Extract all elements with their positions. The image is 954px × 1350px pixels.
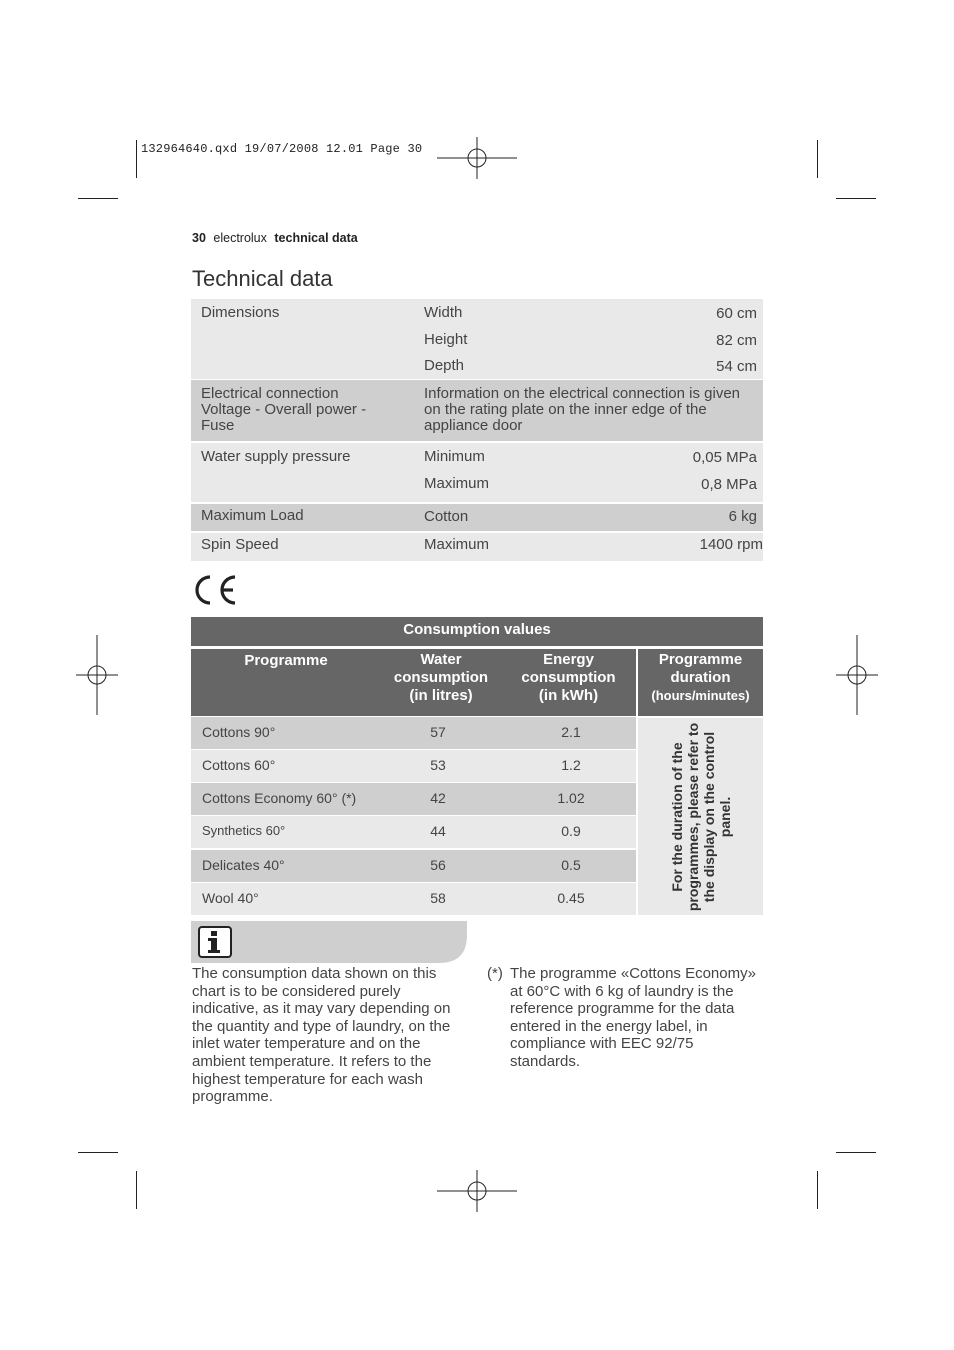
crop-mark: [817, 1171, 818, 1209]
minimum-value: 0,05 MPa: [692, 449, 757, 466]
table-row: [191, 883, 636, 915]
ce-mark-icon: [191, 573, 239, 607]
energy-value: 0.45: [557, 890, 585, 906]
header-energy-line: consumption: [521, 669, 616, 686]
energy-value: 0.5: [561, 857, 581, 873]
consumption-title: Consumption values: [191, 617, 763, 646]
running-header: [192, 231, 358, 245]
header-energy-line: Energy: [543, 651, 594, 668]
electrical-label: Electrical connection Voltage - Overall power - Fuse: [201, 385, 367, 434]
duration-cell: [638, 718, 763, 915]
registration-mark-icon: [437, 1170, 517, 1212]
header-energy-line: (in kWh): [538, 687, 599, 704]
programme-name: Delicates 40°: [202, 857, 285, 873]
water-value: 56: [430, 857, 446, 873]
width-value: 60 cm: [716, 305, 757, 322]
crop-mark: [136, 1171, 137, 1209]
water-value: 53: [430, 757, 446, 773]
programme-name: Synthetics 60°: [202, 823, 286, 838]
water-value: 57: [430, 724, 446, 740]
spin-speed-value: 1400 rpm: [699, 536, 763, 553]
section-name: technical data: [274, 231, 358, 245]
page-number: 30: [192, 231, 206, 245]
electrical-info: Information on the electrical connection is given on the rating plate on the inner edge of the appliance door: [424, 385, 741, 434]
programme-name: Cottons 60°: [202, 757, 276, 773]
maximum-label: Maximum: [424, 475, 490, 492]
registration-mark-icon: [76, 635, 118, 715]
table-row: [191, 783, 636, 815]
water-value: 42: [430, 790, 446, 806]
header-duration-line: duration: [670, 669, 731, 686]
energy-value: 2.1: [561, 724, 581, 740]
table-row: [191, 850, 636, 882]
height-label: Height: [424, 331, 468, 348]
crop-mark: [78, 198, 118, 199]
max-load-value: 6 kg: [728, 508, 757, 525]
table-row: [191, 717, 636, 749]
header-duration-line: (hours/minutes): [651, 688, 750, 703]
energy-value: 1.2: [561, 757, 581, 773]
registration-mark-icon: [836, 635, 878, 715]
table-row: [191, 750, 636, 782]
header-water-line: Water: [420, 651, 462, 668]
page-title: Technical data: [192, 266, 333, 291]
header-duration-line: Programme: [658, 651, 743, 668]
programme-name: Wool 40°: [202, 890, 259, 906]
header-water: [381, 649, 501, 716]
height-value: 82 cm: [716, 332, 757, 349]
water-value: 58: [430, 890, 446, 906]
water-pressure-label: Water supply pressure: [201, 448, 351, 465]
depth-value: 54 cm: [716, 358, 757, 375]
header-programme-label: Programme: [244, 652, 328, 669]
programme-name: Cottons Economy 60° (*): [202, 790, 357, 806]
cotton-label: Cotton: [424, 508, 469, 525]
crop-mark: [78, 1152, 118, 1153]
programme-name: Cottons 90°: [202, 724, 276, 740]
header-energy: [501, 649, 636, 716]
water-value: 44: [430, 823, 446, 839]
table-row: [191, 816, 636, 848]
header-water-line: (in litres): [409, 687, 473, 704]
header-programme: [191, 649, 381, 716]
crop-mark: [136, 140, 137, 178]
brand-name: electrolux: [213, 231, 267, 245]
duration-note: For the duration of the programmes, please refer to the display on the control panel.: [668, 722, 733, 911]
registration-mark-icon: [437, 137, 517, 179]
crop-mark: [836, 198, 876, 199]
energy-value: 1.02: [557, 790, 585, 806]
info-bar: [191, 921, 467, 963]
footnote-text: The programme «Cottons Economy» at 60°C with 6 kg of laundry is the reference programme for the data entered in the energy label, in compliance with EEC 92/75 standards.: [510, 965, 756, 1070]
crop-mark: [836, 1152, 876, 1153]
spin-maximum-label: Maximum: [424, 536, 490, 553]
spin-speed-label: Spin Speed: [201, 536, 279, 553]
maximum-value: 0,8 MPa: [701, 476, 757, 493]
width-label: Width: [424, 304, 463, 321]
minimum-label: Minimum: [424, 448, 485, 465]
file-slug: 132964640.qxd 19/07/2008 12.01 Page 30: [141, 142, 423, 156]
consumption-note: The consumption data shown on this chart is to be considered purely indicative, as it may vary depending on the quantity and type of laundry, on the inlet water temperature and on the ambient temperature. It refers to the highest temperature for each wash programme.: [192, 965, 451, 1106]
crop-mark: [817, 140, 818, 178]
header-duration: [638, 649, 763, 716]
header-water-line: consumption: [393, 669, 489, 686]
footnote-marker: (*): [487, 965, 503, 982]
dimensions-label: Dimensions: [201, 304, 280, 321]
info-icon: [199, 927, 231, 957]
energy-value: 0.9: [561, 823, 581, 839]
depth-label: Depth: [424, 357, 465, 374]
max-load-label: Maximum Load: [201, 507, 304, 524]
